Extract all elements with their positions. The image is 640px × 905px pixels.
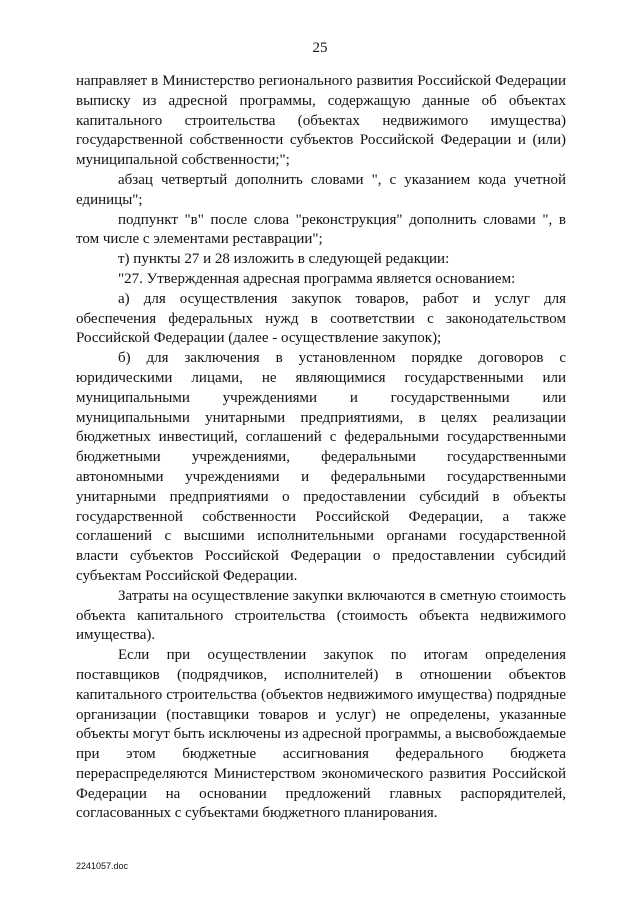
document-body [76,72,566,824]
page-number: 25 [312,40,328,56]
file-name-footer: 2241057.doc [76,861,129,871]
paragraph-3: подпункт "в" после слова "реконструкция" дополнить словами ", в том числе с элементами реставрации"; [76,211,566,248]
paragraph-9: Если при осуществлении закупок по итогам определения поставщиков (подрядчиков, исполнителей) в отношении объектов капитального строительства (объектов недвижимого имущества) подрядные организации (поставщики товаров и услуг) не определены, указанные объекты могут быть исключены из адресной программы, а высвобождаемые при этом бюджетные ассигнования федерального бюджета перераспределяются Министерством экономического развития Российской Федерации на основании предложений главных распорядителей, согласованных с субъектами бюджетного планирования. [76,647,566,822]
paragraph-1: направляет в Министерство регионального развития Российской Федерации выписку из адресной программы, содержащую данные об объектах капитального строительства (объектах недвижимого имущества) государственной собственности субъектов Российской Федерации и (или) муниципальной собственности;"; [76,73,566,169]
paragraph-6: а) для осуществления закупок товаров, работ и услуг для обеспечения федеральных нужд в соответствии с законодательством Российской Федерации (далее - осуществление закупок); [76,290,566,347]
paragraph-2: абзац четвертый дополнить словами ", с указанием кода учетной единицы"; [76,171,566,208]
paragraph-7: б) для заключения в установленном порядке договоров с юридическими лицами, не являющимися государственными или муниципальными учреждениями и государственными или муниципальными унитарными предприятиями, в целях реализации бюджетных инвестиций, соглашений с федеральными государственными бюджетными учреждениями, федеральными государственными автономными учреждениями и федеральными государственными унитарными предприятиями о предоставлении субсидий в объекты государственной собственности Российской Федерации, а также соглашений с высшими исполнительными органами государственной власти субъектов Российской Федерации о предоставлении субсидий субъектам Российской Федерации. [76,350,566,584]
paragraph-5: "27. Утвержденная адресная программа является основанием: [118,270,516,287]
paragraph-8: Затраты на осуществление закупки включаются в сметную стоимость объекта капитального строительства (стоимость объекта недвижимого имущества). [76,587,566,644]
paragraph-4: т) пункты 27 и 28 изложить в следующей редакции: [118,251,450,268]
